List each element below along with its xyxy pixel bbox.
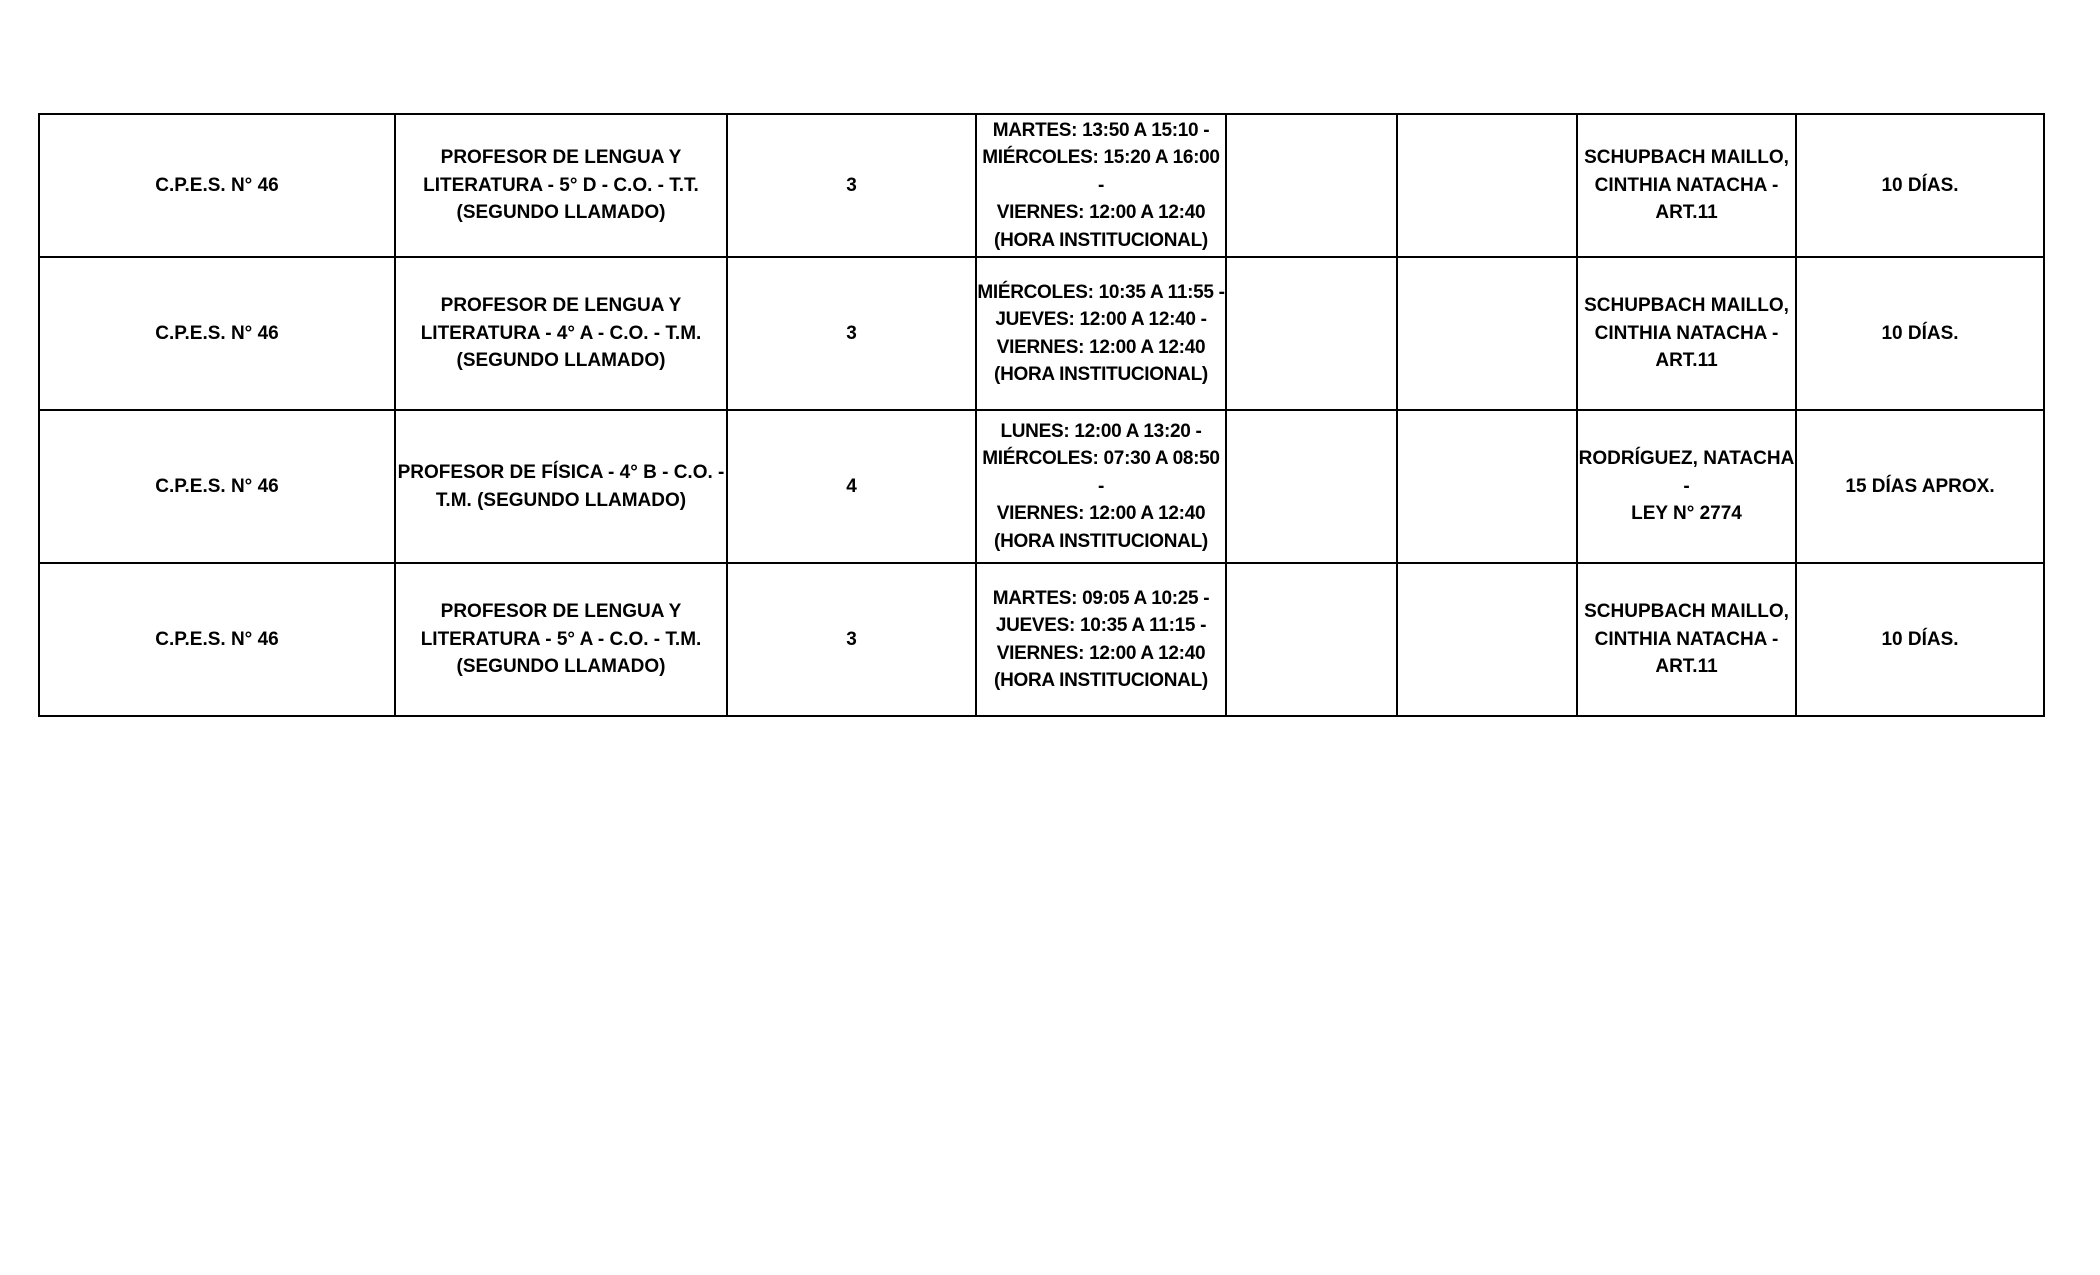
- hours-cell: 4: [727, 410, 976, 563]
- holder-cell: RODRÍGUEZ, NATACHA - LEY N° 2774: [1577, 410, 1796, 563]
- holder-cell: SCHUPBACH MAILLO, CINTHIA NATACHA - ART.11: [1577, 257, 1796, 410]
- hours-cell: 3: [727, 563, 976, 716]
- institution-cell: C.P.E.S. N° 46: [39, 410, 395, 563]
- holder-cell: SCHUPBACH MAILLO, CINTHIA NATACHA - ART.11: [1577, 563, 1796, 716]
- empty-cell: [1226, 114, 1397, 257]
- position-cell: PROFESOR DE LENGUA Y LITERATURA - 5° D - C.O. - T.T. (SEGUNDO LLAMADO): [395, 114, 727, 257]
- institution-cell: C.P.E.S. N° 46: [39, 114, 395, 257]
- schedule-cell: LUNES: 12:00 A 13:20 - MIÉRCOLES: 07:30 A 08:50 - VIERNES: 12:00 A 12:40 (HORA INSTITUCIONAL): [976, 410, 1226, 563]
- substitution-table: [38, 113, 2045, 717]
- empty-cell: [1397, 410, 1577, 563]
- position-cell: PROFESOR DE LENGUA Y LITERATURA - 4° A - C.O. - T.M. (SEGUNDO LLAMADO): [395, 257, 727, 410]
- table-row: [39, 563, 2044, 716]
- duration-cell: 10 DÍAS.: [1796, 114, 2044, 257]
- holder-cell: SCHUPBACH MAILLO, CINTHIA NATACHA - ART.11: [1577, 114, 1796, 257]
- empty-cell: [1226, 410, 1397, 563]
- empty-cell: [1397, 563, 1577, 716]
- duration-cell: 15 DÍAS APROX.: [1796, 410, 2044, 563]
- table-row: [39, 410, 2044, 563]
- table-row: [39, 114, 2044, 257]
- hours-cell: 3: [727, 114, 976, 257]
- position-cell: PROFESOR DE FÍSICA - 4° B - C.O. - T.M. (SEGUNDO LLAMADO): [395, 410, 727, 563]
- schedule-cell: MARTES: 13:50 A 15:10 - MIÉRCOLES: 15:20 A 16:00 - VIERNES: 12:00 A 12:40 (HORA INSTITUCIONAL): [976, 114, 1226, 257]
- duration-cell: 10 DÍAS.: [1796, 257, 2044, 410]
- hours-cell: 3: [727, 257, 976, 410]
- empty-cell: [1397, 114, 1577, 257]
- schedule-cell: MIÉRCOLES: 10:35 A 11:55 - JUEVES: 12:00 A 12:40 - VIERNES: 12:00 A 12:40 (HORA INSTITUCIONAL): [976, 257, 1226, 410]
- schedule-cell: MARTES: 09:05 A 10:25 - JUEVES: 10:35 A 11:15 - VIERNES: 12:00 A 12:40 (HORA INSTITUCIONAL): [976, 563, 1226, 716]
- empty-cell: [1226, 563, 1397, 716]
- empty-cell: [1226, 257, 1397, 410]
- duration-cell: 10 DÍAS.: [1796, 563, 2044, 716]
- institution-cell: C.P.E.S. N° 46: [39, 257, 395, 410]
- empty-cell: [1397, 257, 1577, 410]
- position-cell: PROFESOR DE LENGUA Y LITERATURA - 5° A - C.O. - T.M. (SEGUNDO LLAMADO): [395, 563, 727, 716]
- table-row: [39, 257, 2044, 410]
- institution-cell: C.P.E.S. N° 46: [39, 563, 395, 716]
